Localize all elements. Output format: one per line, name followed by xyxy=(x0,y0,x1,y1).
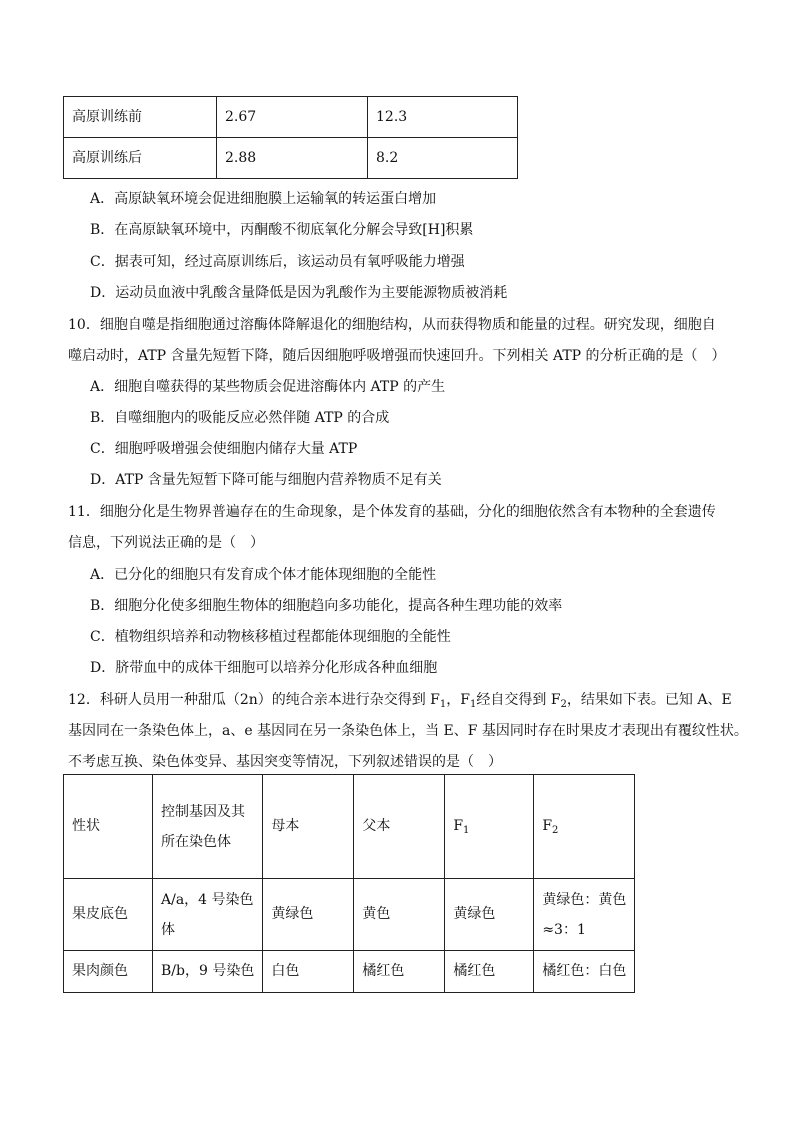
table-cell: 橘红色 xyxy=(445,951,534,993)
q10-stem-line1: 10．细胞自噬是指细胞通过溶酶体降解退化的细胞结构，从而获得物质和能量的过程。研究发现，细胞自 xyxy=(68,317,716,333)
q10-option-a: A．细胞自噬获得的某些物质会促进溶酶体内 ATP 的产生 xyxy=(90,379,446,395)
subscript: 2 xyxy=(560,699,567,710)
table-cell: 果皮底色 xyxy=(64,879,153,951)
table-row xyxy=(64,879,635,951)
q11-stem-line2: 信息，下列说法正确的是（ ） xyxy=(68,535,264,551)
table-cell: 白色 xyxy=(263,951,354,993)
header-cell-f1 xyxy=(445,775,534,879)
table-cell: 2.88 xyxy=(217,138,368,179)
subscript: 2 xyxy=(552,825,559,836)
q11-stem-line1: 11．细胞分化是生物界普遍存在的生命现象，是个体发育的基础，分化的细胞依然含有本物种的全套遗传 xyxy=(68,504,716,520)
q12-stem-line2: 基因同在一条染色体上，a、e 基因同在另一条染色体上，当 E、F 基因同时存在时果皮才表现出有覆纹性状。 xyxy=(68,723,748,739)
header-label: F xyxy=(542,818,553,834)
q10-option-d: D．ATP 含量先短暂下降可能与细胞内营养物质不足有关 xyxy=(90,472,442,488)
table-cell: B/b，9 号染色 xyxy=(153,951,263,993)
q12-text: ，结果如下表。已知 A、E xyxy=(566,692,732,708)
table-cell: 橘红色：白色 xyxy=(534,951,635,993)
q10-stem-line2: 噬启动时，ATP 含量先短暂下降，随后因细胞呼吸增强而快速回升。下列相关 ATP 的分析正确的是（ ） xyxy=(68,348,726,364)
table-cell: 黄绿色：黄色≈3：1 xyxy=(534,879,635,951)
table-cell: 黄绿色 xyxy=(263,879,354,951)
table-cell: 黄绿色 xyxy=(445,879,534,951)
q12-text: ，F xyxy=(446,692,470,708)
q9-option-c: C．据表可知，经过高原训练后，该运动员有氧呼吸能力增强 xyxy=(90,254,465,270)
q10-option-c: C．细胞呼吸增强会使细胞内储存大量 ATP xyxy=(90,441,358,457)
table-cell: 2.67 xyxy=(217,97,368,138)
header-cell-f2 xyxy=(534,775,635,879)
table-cell: 高原训练后 xyxy=(64,138,217,179)
header-cell-trait: 性状 xyxy=(64,775,153,879)
header-cell-father: 父本 xyxy=(354,775,445,879)
table-row xyxy=(64,138,518,179)
subscript: 1 xyxy=(470,699,477,710)
table-cell: 果肉颜色 xyxy=(64,951,153,993)
q11-option-d: D．脐带血中的成体干细胞可以培养分化形成各种血细胞 xyxy=(90,660,438,676)
q11-option-c: C．植物组织培养和动物核移植过程都能体现细胞的全能性 xyxy=(90,629,451,645)
table-row xyxy=(64,951,635,993)
header-cell-mother: 母本 xyxy=(263,775,354,879)
table-cell: 8.2 xyxy=(368,138,518,179)
header-label: F xyxy=(453,818,464,834)
table-header-row xyxy=(64,775,635,879)
q10-option-b: B．自噬细胞内的吸能反应必然伴随 ATP 的合成 xyxy=(90,410,390,426)
q9-option-a: A．高原缺氧环境会促进细胞膜上运输氧的转运蛋白增加 xyxy=(90,191,437,207)
q11-option-a: A．已分化的细胞只有发育成个体才能体现细胞的全能性 xyxy=(90,567,437,583)
table-cell: A/a，4 号染色体 xyxy=(153,879,263,951)
subscript: 1 xyxy=(463,825,470,836)
q11-option-b: B．细胞分化使多细胞生物体的细胞趋向多功能化，提高各种生理功能的效率 xyxy=(90,598,563,614)
table-cell: 高原训练前 xyxy=(64,97,217,138)
q9-option-b: B．在高原缺氧环境中，丙酮酸不彻底氧化分解会导致[H]积累 xyxy=(90,222,474,238)
q12-stem-line3: 不考虑互换、染色体变异、基因突变等情况，下列叙述错误的是（ ） xyxy=(68,754,502,770)
q12-text: 经自交得到 F xyxy=(476,692,561,708)
q12-stem-line1 xyxy=(68,689,732,710)
subscript: 1 xyxy=(439,699,447,710)
genetics-table xyxy=(63,774,635,993)
training-data-table xyxy=(63,96,518,179)
table-cell: 12.3 xyxy=(368,97,518,138)
table-cell: 黄色 xyxy=(354,879,445,951)
header-cell-gene: 控制基因及其所在染色体 xyxy=(153,775,263,879)
table-cell: 橘红色 xyxy=(354,951,445,993)
q9-option-d: D．运动员血液中乳酸含量降低是因为乳酸作为主要能源物质被消耗 xyxy=(90,285,508,301)
table-row xyxy=(64,97,518,138)
q12-text: 12．科研人员用一种甜瓜（2n）的纯合亲本进行杂交得到 F xyxy=(68,692,440,708)
